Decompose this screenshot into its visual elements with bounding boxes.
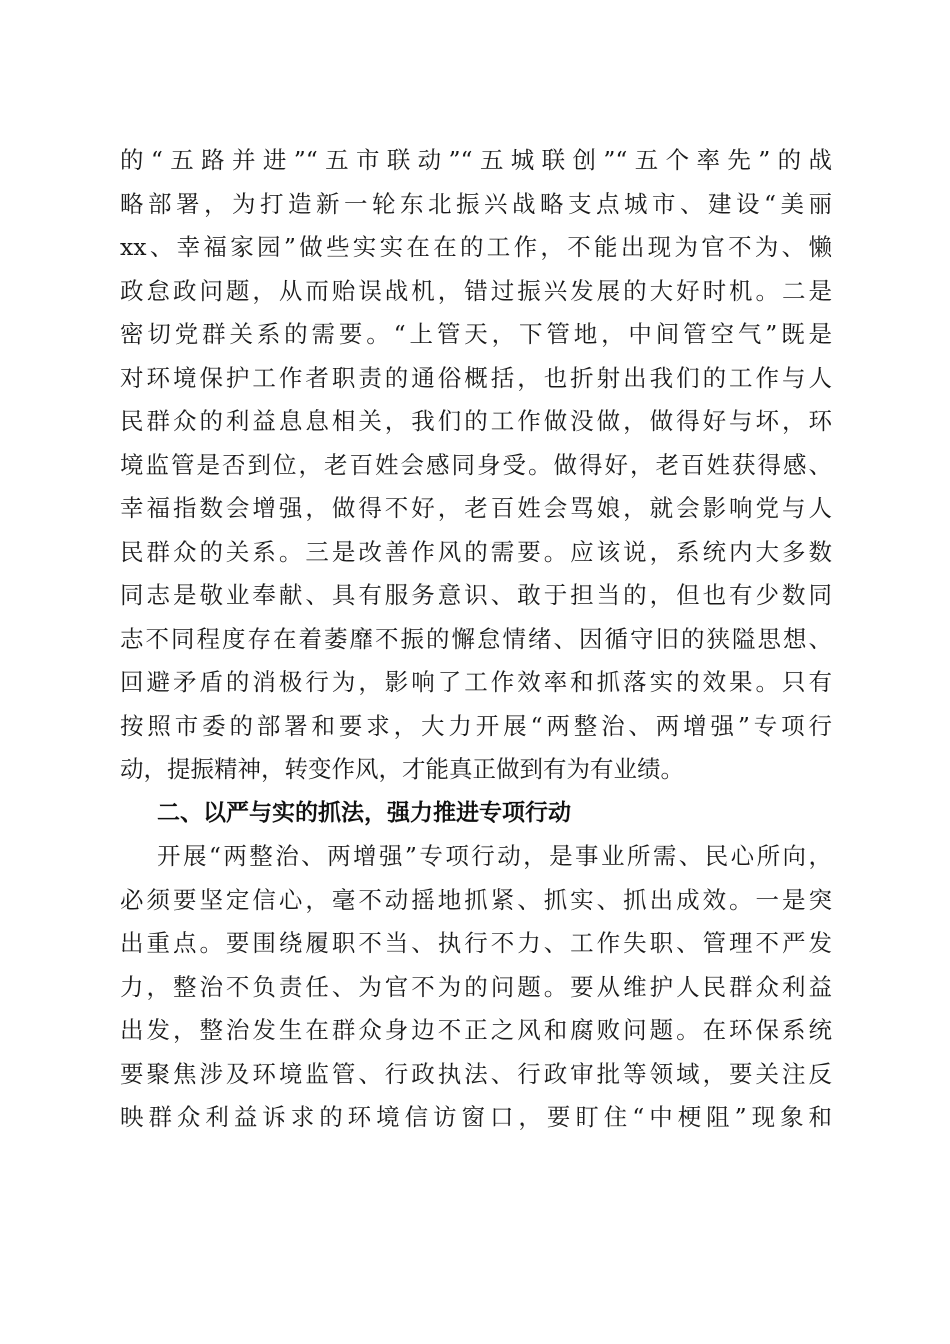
text-line: 按照市委的部署和要求，大力开展“两整治、两增强”专项行 xyxy=(120,711,832,740)
text-line: 映群众利益诉求的环境信访窗口，要盯住“中梗阻”现象和 xyxy=(120,1103,832,1131)
text-line: 的“五路并进”“五市联动”“五城联创”“五个率先”的战 xyxy=(120,146,832,174)
text-line: 民群众的利益息息相关，我们的工作做没做，做得好与坏，环 xyxy=(120,407,832,435)
text-line: 民群众的关系。三是改善作风的需要。应该说，系统内大多数 xyxy=(120,537,832,566)
text-line: 回避矛盾的消极行为，影响了工作效率和抓落实的效果。只有 xyxy=(120,668,832,696)
text-line: 要聚焦涉及环境监管、行政执法、行政审批等领域，要关注反 xyxy=(120,1059,832,1088)
text-line: 出发，整治发生在群众身边不正之风和腐败问题。在环保系统 xyxy=(120,1016,832,1044)
text-line: 幸福指数会增强，做得不好，老百姓会骂娘，就会影响党与人 xyxy=(120,494,832,522)
text-line: 出重点。要围绕履职不当、执行不力、工作失职、管理不严发 xyxy=(120,929,832,957)
section-heading: 二、以严与实的抓法，强力推进专项行动 xyxy=(157,799,571,826)
text-line: 略部署，为打造新一轮东北振兴战略支点城市、建设“美丽 xyxy=(120,189,832,218)
text-line: 政怠政问题，从而贻误战机，错过振兴发展的大好时机。二是 xyxy=(120,276,832,305)
text-line: xx、幸福家园”做些实实在在的工作，不能出现为官不为、懒 xyxy=(120,233,832,261)
text-line: 境监管是否到位，老百姓会感同身受。做得好，老百姓获得感、 xyxy=(120,450,832,479)
paragraph-continued xyxy=(120,139,832,792)
text-line: 动，提振精神，转变作风，才能真正做到有为有业绩。 xyxy=(120,755,684,783)
text-line: 志不同程度存在着萎靡不振的懈怠情绪、因循守旧的狭隘思想、 xyxy=(120,624,832,653)
text-line: 密切党群关系的需要。“上管天，下管地，中间管空气”既是 xyxy=(120,320,832,348)
text-line: 力，整治不负责任、为官不为的问题。要从维护人民群众利益 xyxy=(120,972,832,1001)
text-line: 开展“两整治、两增强”专项行动，是事业所需、民心所向， xyxy=(157,842,832,870)
document-body xyxy=(120,139,832,1140)
text-line: 对环境保护工作者职责的通俗概括，也折射出我们的工作与人 xyxy=(120,363,832,392)
text-line: 必须要坚定信心，毫不动摇地抓紧、抓实、抓出成效。一是突 xyxy=(120,885,832,914)
text-line: 同志是敬业奉献、具有服务意识、敢于担当的，但也有少数同 xyxy=(120,581,832,609)
paragraph-section-2 xyxy=(120,835,832,1140)
